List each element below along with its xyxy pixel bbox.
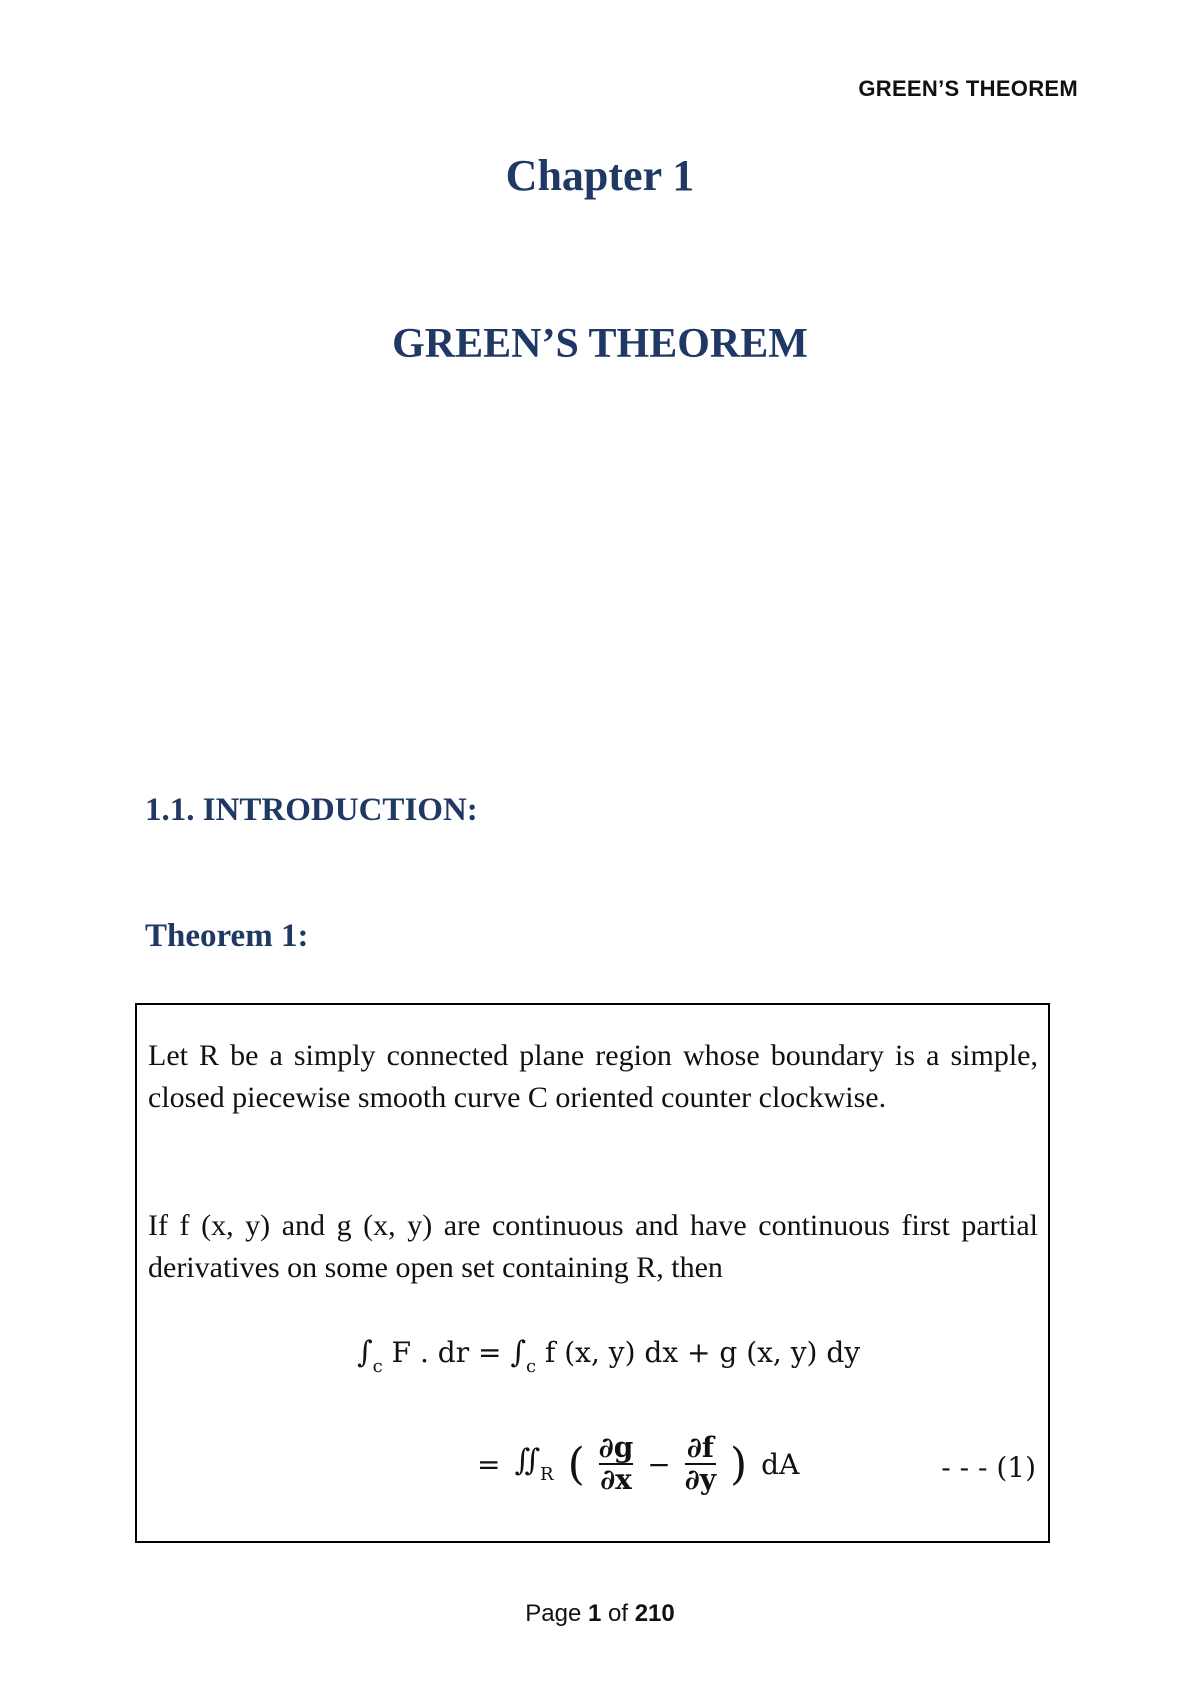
fraction-numerator: ∂f — [686, 1431, 714, 1464]
theorem-box — [135, 1003, 1050, 1543]
area-element: dA — [761, 1447, 800, 1481]
integral-symbol: ∫ — [510, 1335, 526, 1370]
right-paren: ) — [730, 1438, 748, 1490]
fraction-df-dy — [685, 1433, 716, 1495]
integral-subscript: R — [540, 1464, 554, 1485]
theorem-label: Theorem 1: — [145, 918, 309, 954]
equation-lhs: F . dr = — [391, 1336, 511, 1369]
left-paren: ( — [567, 1438, 585, 1490]
equation-number: - - - (1) — [941, 1451, 1036, 1484]
fraction-dg-dx — [599, 1433, 634, 1495]
fraction-denominator: ∂y — [684, 1463, 716, 1496]
page-of: of — [601, 1600, 635, 1627]
double-integral-symbol: ∬ — [514, 1443, 541, 1478]
theorem-paragraph-1: Let R be a simply connected plane region whose boundary is a simple, closed piecewise smooth curve C oriented counter clockwise. — [148, 1039, 1038, 1114]
integral-subscript: c — [525, 1356, 537, 1377]
running-header: GREEN’S THEOREM — [858, 76, 1078, 101]
equation-rhs: f (x, y) dx + g (x, y) dy — [536, 1336, 861, 1369]
page-total: 210 — [634, 1600, 675, 1627]
equation-line-integral — [357, 1335, 860, 1377]
integral-subscript: c — [372, 1356, 383, 1377]
chapter-label: Chapter 1 — [505, 151, 695, 200]
theorem-paragraph-2: If f (x, y) and g (x, y) are continuous and have continuous first partial derivatives on some open set containing R, then — [148, 1209, 1038, 1284]
integral-symbol: ∫ — [357, 1335, 373, 1370]
equals-sign: = — [477, 1447, 501, 1481]
fraction-numerator: ∂g — [598, 1431, 634, 1464]
chapter-title: GREEN’S THEOREM — [392, 321, 808, 367]
minus-sign: − — [647, 1447, 671, 1481]
section-heading: 1.1. INTRODUCTION: — [145, 792, 478, 828]
fraction-denominator: ∂x — [600, 1463, 632, 1496]
page-footer — [0, 1600, 1200, 1628]
equation-double-integral — [477, 1433, 799, 1495]
page-number: 1 — [587, 1600, 602, 1627]
page-prefix: Page — [525, 1600, 588, 1627]
